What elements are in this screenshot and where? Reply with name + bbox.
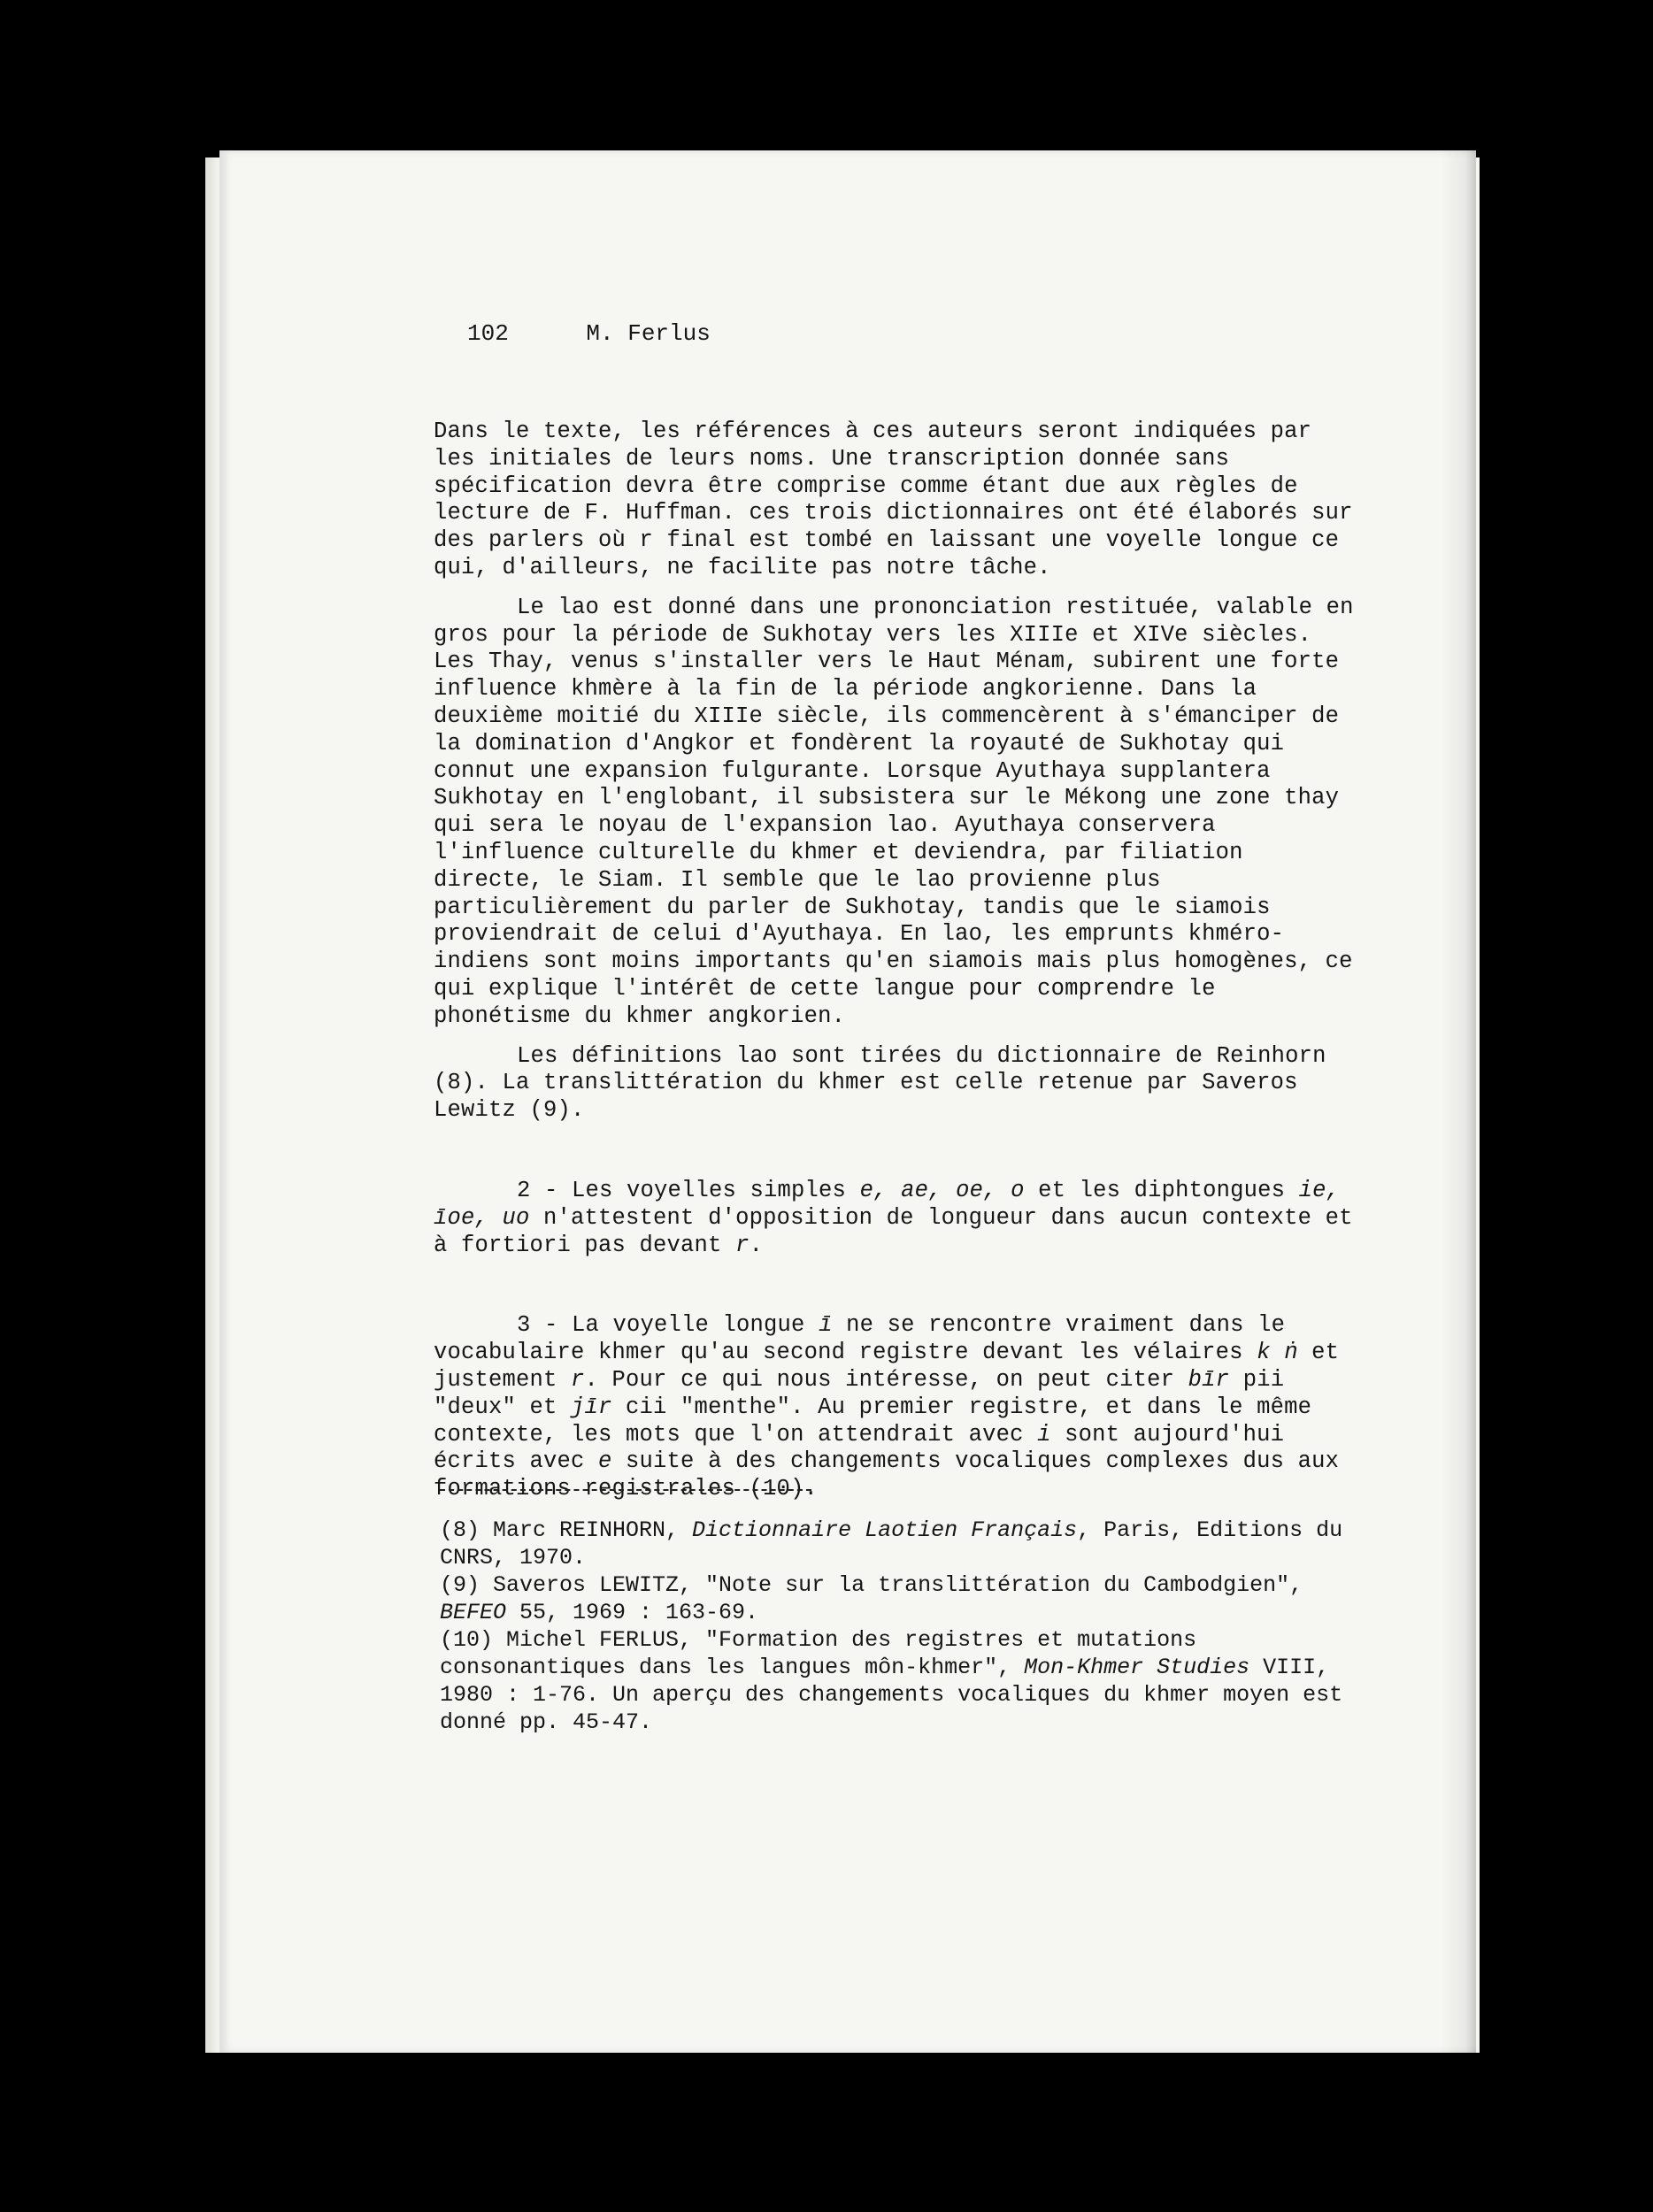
page-header: [467, 320, 711, 347]
footnote-separator: [440, 1489, 811, 1491]
paragraph-4: 2 - Les voyelles simples e, ae, oe, o et les diphtongues ie, īoe, uo n'attestent d'opposition de longueur dans aucun contexte et à fortiori pas devant r.: [434, 1177, 1353, 1258]
footnotes: [440, 1517, 1360, 1736]
footnote-9: (9) Saveros LEWITZ, "Note sur la translittération du Cambodgien", BEFEO 55, 1969 : 163-69.: [440, 1572, 1303, 1625]
paragraph-5: 3 - La voyelle longue ī ne se rencontre vraiment dans le vocabulaire khmer qu'au second registre devant les vélaires k ṅ et justement r. Pour ce qui nous intéresse, on peut citer bīr pii "deux" et jīr cii "menthe". Au premier registre, et dans le même contexte, les mots que l'on attendrait avec i sont aujourd'hui écrits avec e suite à des changements vocaliques complexes dus aux formations registrales (10).: [434, 1312, 1340, 1502]
running-head-author: M. Ferlus: [586, 320, 711, 347]
footnote-8: (8) Marc REINHORN, Dictionnaire Laotien Français, Paris, Editions du CNRS, 1970.: [440, 1517, 1343, 1571]
paragraph-2: Le lao est donné dans une prononciation restituée, valable en gros pour la période de Sukhotay vers les XIIIe et XIVe siècles. Les Thay, venus s'installer vers le Haut Ménam, subirent une forte influence khmère à la fin de la période angkorienne. Dans la deuxième moitié du XIIIe siècle, ils commencèrent à s'émanciper de la domination d'Angkor et fondèrent la royauté de Sukhotay qui connut une expansion fulgurante. Lorsque Ayuthaya supplantera Sukhotay en l'englobant, il subsistera sur le Mékong une zone thay qui sera le noyau de l'expansion lao. Ayuthaya conservera l'influence culturelle du khmer et deviendra, par filiation directe, le Siam. Il semble que le lao provienne plus particulièrement du parler de Sukhotay, tandis que le siamois proviendrait de celui d'Ayuthaya. En lao, les emprunts khméro-indiens sont moins importants qu'en siamois mais plus homogènes, ce qui explique l'intérêt de cette langue pour comprendre le phonétisme du khmer angkorien.: [434, 594, 1354, 1029]
page-number: 102: [467, 320, 509, 347]
paragraph-1: Dans le texte, les références à ces auteurs seront indiquées par les initiales de leurs noms. Une transcription donnée sans spécification devra être comprise comme étant due aux règles de lecture de F. Huffman. ces trois dictionnaires ont été élaborés sur des parlers où r final est tombé en laissant une voyelle longue ce qui, d'ailleurs, ne facilite pas notre tâche.: [434, 419, 1353, 580]
paragraph-3: Les définitions lao sont tirées du dictionnaire de Reinhorn (8). La translittération du khmer est celle retenue par Saveros Lewitz (9).: [434, 1042, 1326, 1124]
body-text: [434, 419, 1354, 1503]
footnote-10: (10) Michel FERLUS, "Formation des registres et mutations consonantiques dans les langues môn-khmer", Mon-Khmer Studies VIII, 1980 : 1-76. Un aperçu des changements vocaliques du khmer moyen est donné pp. 45-47.: [440, 1627, 1343, 1735]
